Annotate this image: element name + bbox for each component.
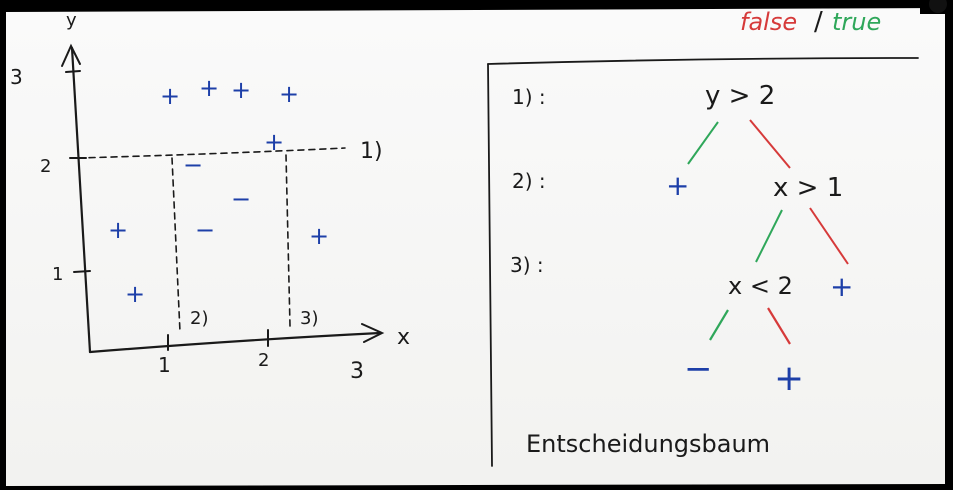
legend-separator: / <box>814 7 823 37</box>
tree-node-x-gt-1: x > 1 <box>773 173 844 203</box>
plus-point: + <box>125 280 146 308</box>
board-surface <box>6 8 945 486</box>
plus-point: + <box>309 222 330 250</box>
x-tick-2: 2 <box>258 350 270 371</box>
step-label-2: 2) : <box>512 169 546 193</box>
tree-caption: Entscheidungsbaum <box>526 430 771 458</box>
leaf-node2-false: + <box>830 270 854 303</box>
leaf-node3-false: + <box>774 358 805 399</box>
leaf-root-true: + <box>666 169 690 202</box>
y-axis-label: y <box>66 10 77 31</box>
legend-false: false <box>740 8 798 36</box>
plus-point: + <box>160 82 181 110</box>
minus-point: − <box>231 185 252 213</box>
y-tick-2: 2 <box>40 156 52 177</box>
split-label-2: 2) <box>190 308 209 329</box>
leaf-node3-true: − <box>684 349 713 389</box>
x-tick-1: 1 <box>158 353 171 377</box>
y-tick-1: 1 <box>52 264 64 285</box>
step-label-3: 3) : <box>510 253 544 277</box>
minus-point: − <box>183 151 204 179</box>
plus-point: + <box>108 216 129 244</box>
plus-point: + <box>231 76 252 104</box>
plus-point: + <box>264 128 285 156</box>
x-axis-label: x <box>397 325 411 350</box>
minus-point: − <box>195 216 216 244</box>
x-tick-3: 3 <box>350 359 364 384</box>
y-tick-3: 3 <box>10 65 23 89</box>
plus-point: + <box>199 74 220 102</box>
tree-node-x-lt-2: x < 2 <box>728 272 793 300</box>
split-label-3: 3) <box>300 308 319 329</box>
step-label-1: 1) : <box>512 85 546 109</box>
plus-point: + <box>279 80 300 108</box>
legend-true: true <box>832 8 882 36</box>
tree-root-node: y > 2 <box>705 81 776 111</box>
split-label-1: 1) <box>360 139 383 164</box>
